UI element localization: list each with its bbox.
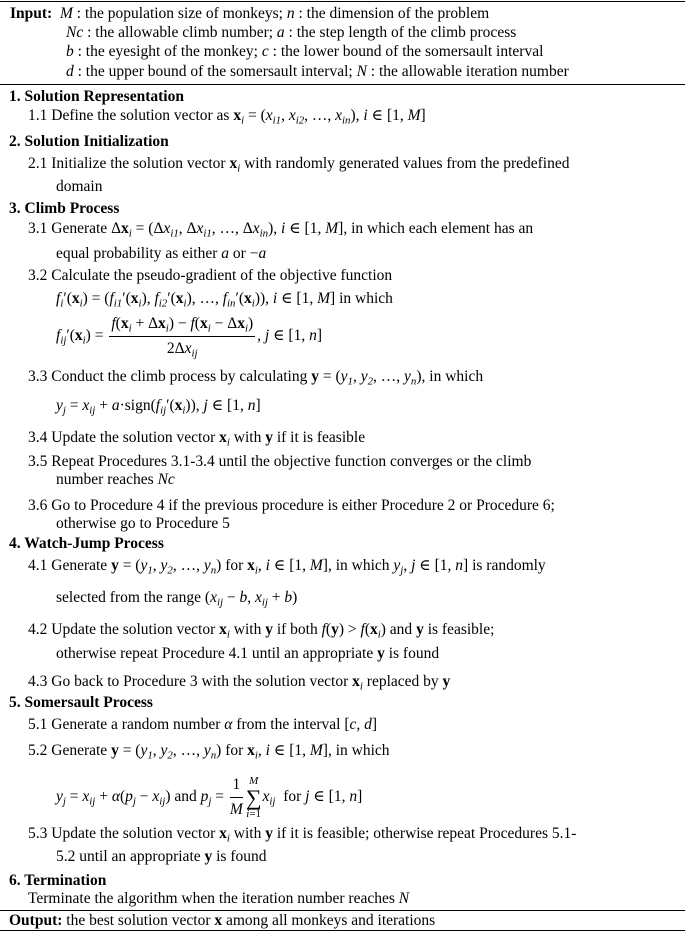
pseudo-gradient-vector: $f_i'(x_i) = (f_{i1}'(x_i)$, $f_{i2}'(x_i)$, …, $f_{in}'(x_i)$), i ∈ [1, M] in which xyxy=(56,290,393,310)
bottom-rule xyxy=(0,930,685,931)
step-3-6: 3.6 Go to Procedure 4 if the previous procedure is either Procedure 2 or Procedure 6; xyxy=(28,497,555,514)
top-rule xyxy=(0,1,685,2)
input-line-2: Nc : the allowable climb number; a : the step length of the climb process xyxy=(66,24,517,41)
climb-formula: $y_j = x_{ij}$ + $a\cdot sign(f_{ij}'(x_i))$, j ∈ [1, n] xyxy=(56,397,261,417)
step-1-1: 1.1 Define the solution vector as $x_i = (x_{i1}$, $x_{i2}$, …, $x_{in}$), i ∈ [1, M] xyxy=(28,107,426,127)
step-5-1: 5.1 Generate a random number α from the interval [c, d] xyxy=(28,716,378,733)
section-4-heading: 4. Watch-Jump Process xyxy=(9,535,164,552)
input-line-3: b : the eyesight of the monkey; c : the lower bound of the somersault interval xyxy=(66,43,544,60)
step-3-5: 3.5 Repeat Procedures 3.1-3.4 until the objective function converges or the climb xyxy=(28,453,532,470)
step-5-3-cont: 5.2 until an appropriate y is found xyxy=(56,848,267,865)
output-label: Output: xyxy=(9,912,63,929)
step-3-2: 3.2 Calculate the pseudo-gradient of the objective function xyxy=(28,267,393,284)
step-5-3: 5.3 Update the solution vector $x_i$ with y if it is feasible; otherwise repeat Procedures 5.1- xyxy=(28,825,577,845)
somersault-formula: $y_j = x_{ij} + \alpha(p_j - x_{ij})$ and $p_j$ = $\frac{1}{M}$ M ∑ $i=1x_{ij}$ for j ∈ [1, n] xyxy=(56,774,363,820)
section-6-heading: 6. Termination xyxy=(9,872,107,889)
step-3-1-cont: equal probability as either a or −a xyxy=(56,245,267,262)
step-4-2-cont: otherwise repeat Procedure 4.1 until an appropriate y is found xyxy=(56,645,440,662)
step-4-1-cont: selected from the range ($x_{ij} - b$, $x_{ij} + b$) xyxy=(56,589,298,609)
step-2-1-cont: domain xyxy=(56,178,103,195)
step-4-2: 4.2 Update the solution vector $x_i$ with y if both $f(y) > f(x_i)$ and y is feasible; xyxy=(28,621,495,641)
output-rule xyxy=(0,910,685,911)
input-rule xyxy=(0,84,685,85)
termination-text: Terminate the algorithm when the iteration number reaches N xyxy=(28,890,410,907)
output-line: Output: the best solution vector x among all monkeys and iterations xyxy=(9,912,436,929)
step-3-3: 3.3 Conduct the climb process by calculating $y = (y_1$, $y_2$, …, $y_n$), in which xyxy=(28,368,484,388)
step-2-1: 2.1 Initialize the solution vector $x_i$ with randomly generated values from the predefined xyxy=(28,155,570,175)
step-4-1: 4.1 Generate $y = (y_1$, $y_2$, …, $y_n$) for $x_i$, i ∈ [1, M], in which $y_j$, j ∈ [1, n] is randomly xyxy=(28,557,546,577)
input-label: Input: xyxy=(10,5,53,22)
step-5-2: 5.2 Generate $y = (y_1$, $y_2$, …, $y_n$) for $x_i$, i ∈ [1, M], in which xyxy=(28,742,390,762)
section-1-heading: 1. Solution Representation xyxy=(9,88,184,105)
step-3-1: 3.1 Generate $\Delta x_i = (\Delta x_{i1}$, $\Delta x_{i1}$, …, $\Delta x_{in}$), i ∈ [1, M], in which each element has an xyxy=(28,220,534,240)
input-line-1: Input: M : the population size of monkeys; n : the dimension of the problem xyxy=(10,5,490,22)
section-3-heading: 3. Climb Process xyxy=(9,200,120,217)
step-3-4: 3.4 Update the solution vector $x_i$ with y if it is feasible xyxy=(28,429,366,449)
section-5-heading: 5. Somersault Process xyxy=(9,694,153,711)
pseudo-gradient-formula: $f_{ij}'(x_i)$ = $\frac{f(x_i + \Delta x_i) - f(x_i - \Delta x_i)}{2\Delta x_{ij}}$ , j ∈ [1, n] xyxy=(56,315,322,360)
step-3-5-cont: number reaches Nc xyxy=(56,471,175,488)
step-4-3: 4.3 Go back to Procedure 3 with the solution vector $x_i$ replaced by y xyxy=(28,673,451,693)
input-line-4: d : the upper bound of the somersault interval; N : the allowable iteration number xyxy=(66,63,569,80)
section-2-heading: 2. Solution Initialization xyxy=(9,133,169,150)
step-3-6-cont: otherwise go to Procedure 5 xyxy=(56,515,230,532)
